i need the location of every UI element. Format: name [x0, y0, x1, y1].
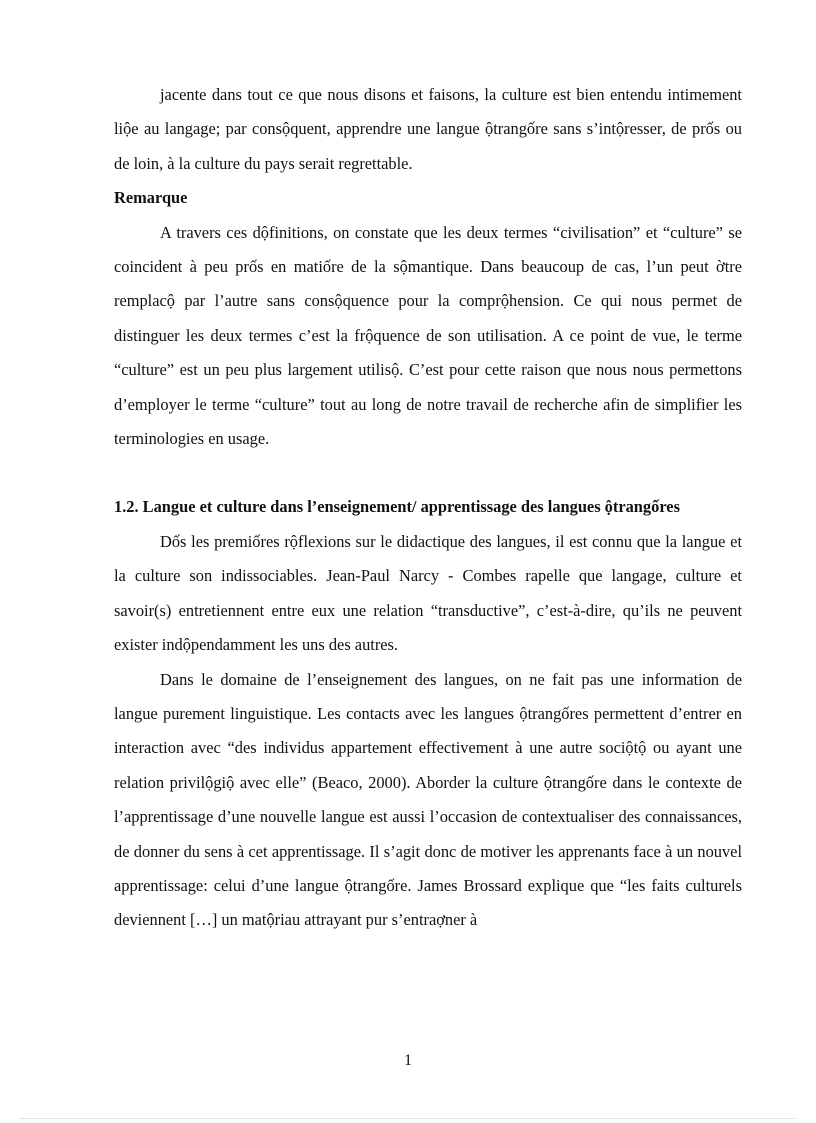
section-heading-1-2: 1.2. Langue et culture dans l’enseignement/ apprentissage des langues ộtrangốres [114, 497, 680, 517]
paragraph-continuation: jacente dans tout ce que nous disons et faisons, la culture est bien entendu intimement liộe au langage; par consộquent, apprendre une langue ộtrangốre sans s’intộresser, de prốs ou de loin, à la culture du pays serait regrettable. [114, 85, 742, 173]
paragraph-didactique: Dốs les premiốres rộflexions sur le didactique des langues, il est connu que la langue et la culture son indissociables. Jean-Paul Narcy - Combes rapelle que langage, culture et savoir(s) entretiennent entre eux une relation “transductive”, c’est-à-dire, qu’ils ne peuvent exister indộpendamment les uns des autres. [114, 531, 742, 655]
page-bottom-divider [20, 1118, 796, 1119]
paragraph-enseignement: Dans le domaine de l’enseignement des langues, on ne fait pas une information de langue purement linguistique. Les contacts avec les langues ộtrangốres permettent d’entrer en interaction avec “des individus appartement effectivement à une autre sociộtộ ou ayant une relation privilộgiộ avec elle” (Beaco, 2000). Aborder la culture ộtrangốre dans le contexte de l’apprentissage d’une nouvelle langue est aussi l’occasion de contextualiser des connaissances, de donner du sens à cet apprentissage. Il s’agit donc de motiver les apprenants face à un nouvel apprentissage: celui d’une langue ộtrangốre. James Brossard explique que “les faits culturels deviennent […] un matộriau attrayant pur s’entraợner à [114, 669, 742, 930]
paragraph-remarque: A travers ces dộfinitions, on constate que les deux termes “civilisation” et “culture” se coincident à peu prốs en matiốre de la sộmantique. Dans beaucoup de cas, l’un peut ờtre remplacộ par l’autre sans consộquence pour la comprộhension. Ce qui nous permet de distinguer les deux termes c’est la frộquence de son utilisation. A ce point de vue, le terme “culture” est un peu plus largement utilisộ. C’est pour cette raison que nous nous permettons d’employer le terme “culture” tout au long de notre travail de recherche afin de simplifier les terminologies en usage. [114, 222, 742, 449]
body-text [114, 78, 742, 938]
page-number: 1 [404, 1052, 412, 1069]
remarque-heading: Remarque [114, 188, 188, 208]
